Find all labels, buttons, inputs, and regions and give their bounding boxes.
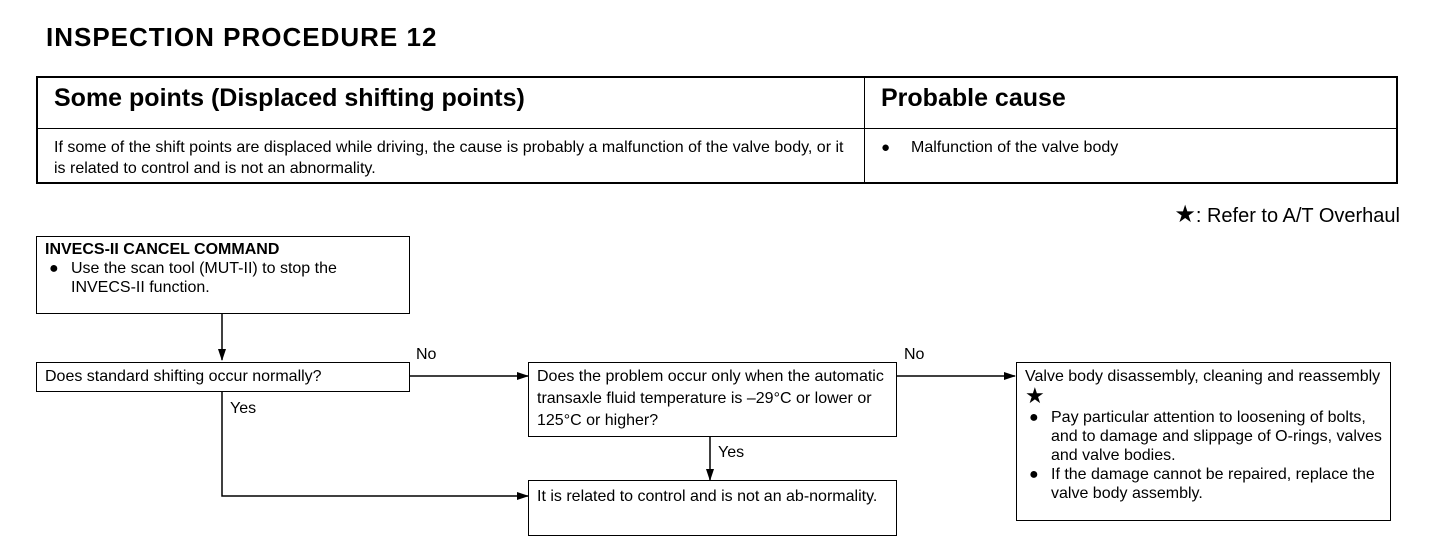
valve-body-step-text: If the damage cannot be repaired, replace the valve body assembly. (1051, 466, 1375, 502)
question-standard-shifting-text: Does standard shifting occur normally? (45, 368, 322, 385)
bullet-icon: ● (49, 260, 59, 277)
page-title: INSPECTION PROCEDURE 12 (46, 22, 438, 52)
valve-body-step (1025, 408, 1382, 465)
branch-label-no: No (904, 346, 925, 363)
cancel-command-box (36, 236, 410, 314)
valve-body-heading (1025, 367, 1382, 408)
probable-cause-header: Probable cause (865, 77, 1398, 129)
arrow-q1-yes (222, 392, 528, 496)
star-icon: ★ (1025, 383, 1045, 408)
branch-label-no: No (416, 346, 437, 363)
bullet-icon: ● (1029, 466, 1039, 483)
symptom-header: Some points (Displaced shifting points) (37, 77, 865, 129)
cancel-command-text: Use the scan tool (MUT-II) to stop the INVECS-II function. (71, 260, 337, 296)
question-standard-shifting (36, 362, 410, 392)
valve-body-action-box (1016, 362, 1391, 521)
symptom-description: If some of the shift points are displaced while driving, the cause is probably a malfunction of the valve body, or it is related to control and is not an abnormality. (37, 129, 865, 184)
cause-text: Malfunction of the valve body (911, 139, 1119, 156)
cancel-command-step (45, 259, 403, 297)
overhaul-note-text: : Refer to A/T Overhaul (1195, 205, 1400, 227)
valve-body-step (1025, 465, 1382, 503)
bullet-icon: ● (881, 139, 891, 156)
branch-label-yes: Yes (230, 400, 257, 417)
question-fluid-temperature-text: Does the problem occur only when the automatic transaxle fluid temperature is –29°C or lower or 125°C or higher? (537, 368, 884, 429)
valve-body-step-text: Pay particular attention to loosening of bolts, and to damage and slippage of O-rings, valves and valve bodies. (1051, 409, 1382, 464)
result-control-box (528, 480, 897, 536)
bullet-icon: ● (1029, 409, 1039, 426)
question-fluid-temperature (528, 362, 897, 437)
result-control-text: It is related to control and is not an ab-normality. (537, 488, 878, 505)
valve-body-heading-text: Valve body disassembly, cleaning and reassembly (1025, 368, 1381, 385)
branch-label-yes: Yes (718, 444, 745, 461)
star-icon: ★ (1174, 201, 1196, 228)
cancel-command-heading: INVECS-II CANCEL COMMAND (45, 241, 280, 258)
